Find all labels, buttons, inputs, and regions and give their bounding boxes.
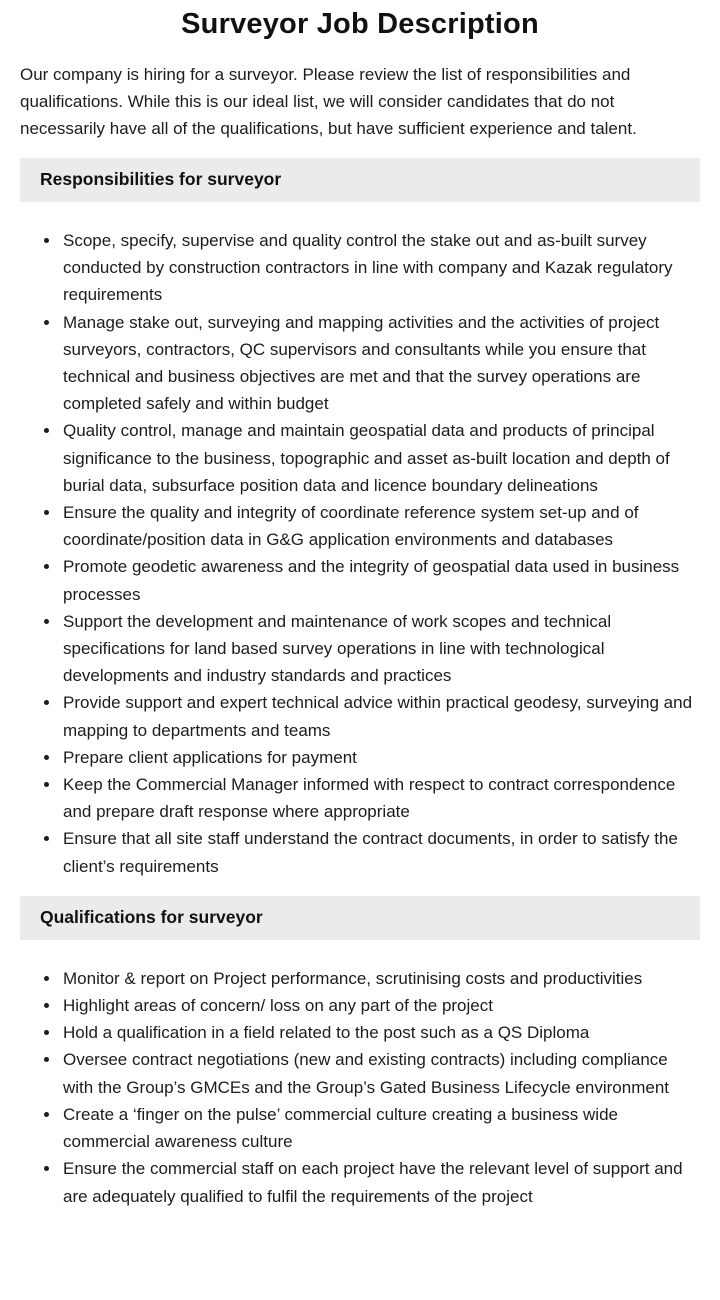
section-heading-responsibilities: Responsibilities for surveyor [20, 158, 700, 202]
list-item: • Quality control, manage and maintain geospatial data and products of principal significance to the business, topographic and asset as-built location and depth of burial data, subsurface position data and licence boundary delineations [61, 417, 700, 499]
list-item: • Ensure that all site staff understand the contract documents, in order to satisfy the client’s requirements [61, 825, 700, 879]
list-item: • Monitor & report on Project performance, scrutinising costs and productivities [61, 965, 700, 992]
list-item: • Provide support and expert technical advice within practical geodesy, surveying and mapping to departments and teams [61, 689, 700, 743]
list-item: • Support the development and maintenance of work scopes and technical specifications for land based survey operations in line with technological developments and industry standards and practices [61, 608, 700, 690]
job-description-document [0, 8, 720, 1210]
page-title: Surveyor Job Description [181, 8, 539, 40]
list-item: • Create a ‘finger on the pulse’ commercial culture creating a business wide commercial awareness culture [61, 1101, 700, 1155]
list-item: • Ensure the quality and integrity of coordinate reference system set-up and of coordinate/position data in G&G application environments and databases [61, 499, 700, 553]
list-item: • Oversee contract negotiations (new and existing contracts) including compliance with the Group’s GMCEs and the Group’s Gated Business Lifecycle environment [61, 1046, 700, 1100]
list-item: • Ensure the commercial staff on each project have the relevant level of support and are adequately qualified to fulfil the requirements of the project [61, 1155, 700, 1209]
list-item: • Promote geodetic awareness and the integrity of geospatial data used in business processes [61, 553, 700, 607]
bullet-list-responsibilities [20, 227, 700, 880]
list-item: • Prepare client applications for payment [61, 744, 700, 771]
list-item: • Hold a qualification in a field related to the post such as a QS Diploma [61, 1019, 700, 1046]
section-heading-qualifications: Qualifications for surveyor [20, 896, 700, 940]
list-item: • Keep the Commercial Manager informed with respect to contract correspondence and prepare draft response where appropriate [61, 771, 700, 825]
list-item: • Highlight areas of concern/ loss on any part of the project [61, 992, 700, 1019]
bullet-list-qualifications [20, 965, 700, 1210]
sections-container [20, 158, 700, 1210]
intro-paragraph: Our company is hiring for a surveyor. Please review the list of responsibilities and qualifications. While this is our ideal list, we will consider candidates that do not necessarily have all of the qualifications, but have sufficient experience and talent. [20, 65, 637, 138]
list-item: • Scope, specify, supervise and quality control the stake out and as-built survey conducted by construction contractors in line with company and Kazak regulatory requirements [61, 227, 700, 309]
list-item: • Manage stake out, surveying and mapping activities and the activities of project surveyors, contractors, QC supervisors and consultants while you ensure that technical and business objectives are met and that the survey operations are completed safely and within budget [61, 309, 700, 418]
